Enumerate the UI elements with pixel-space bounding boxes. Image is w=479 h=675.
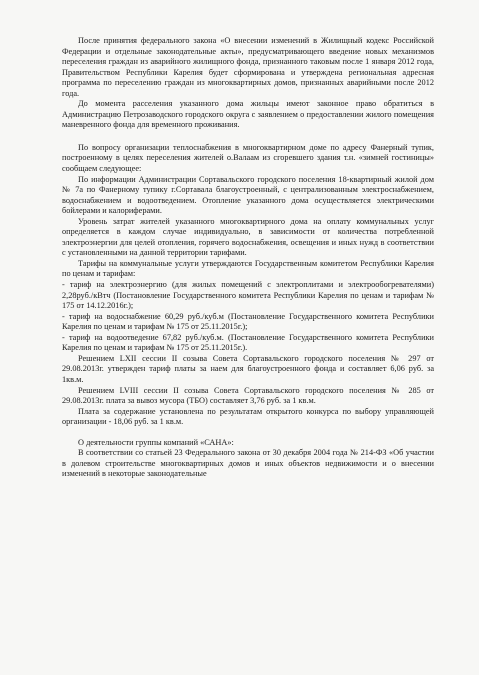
section-gap: [62, 428, 434, 438]
paragraph-federal-law: После принятия федерального закона «О внесении изменений в Жилищный кодекс Российской Федерации и отдельные законодательные акты», предусматривающего введение новых механизмов переселения граждан из аварийного жилищного фонда, признанного таковым после 1 января 2012 года, Правительством Республики Карелия будет сформирована и утверждена региональная адресная программа по переселению граждан из многоквартирных домов, признанных аварийными после 2012 года.: [62, 36, 434, 98]
paragraph-heating-intro: По вопросу организации теплоснабжения в многоквартирном доме по адресу Фанерный тупик, построенному в целях переселения жителей о.Валаам из сгоревшего здания т.н. «зимней гостиницы» сообщаем следующее:: [62, 142, 434, 174]
paragraph-waste-decision: Решением LVIII сессии II созыва Совета Сортавальского городского поселения № 285 от 29.08.2013г. плата за вывоз мусора (ТБО) составляет 3,76 руб. за 1 кв.м.: [62, 385, 434, 406]
tariff-water-supply: - тариф на водоснабжение 60,29 руб./куб.м (Постановление Государственного комитета Республики Карелия по ценам и тарифам № 175 от 25.11.2015г.);: [62, 311, 434, 332]
document-body: [62, 36, 434, 480]
tariff-water-disposal: - тариф на водоотведение 67,82 руб./куб.м. (Постановление Государственного комитета Республики Карелия по ценам и тарифам № 175 от 25.11.2015г.).: [62, 332, 434, 353]
paragraph-federal-law-214: В соответствии со статьей 23 Федерального закона от 30 декабря 2004 года № 214-ФЗ «Об участии в долевом строительстве многоквартирных домов и иных объектов недвижимости и о внесении изменений в некоторые законодательные: [62, 448, 434, 479]
paragraph-rent-decision: Решением LXII сессии II созыва Совета Сортавальского городского поселения № 297 от 29.08.2013г. утвержден тариф платы за наем для благоустроенного фонда и составляет 6,06 руб. за 1кв.м.: [62, 353, 434, 384]
section-gap: [62, 131, 434, 143]
paragraph-administration-info: По информации Администрации Сортавальского городского поселения 18-квартирный жилой дом № 7а по Фанерному тупику г.Сортавала благоустроенный, с централизованным электроснабжением, водоснабжением и водоотведением. Отопление указанного дома осуществляется электрическими бойлерами и калориферами.: [62, 174, 434, 216]
section-heading-sana: О деятельности группы компаний «САНА»:: [78, 437, 234, 447]
tariff-electricity: - тариф на электроэнергию (для жилых помещений с электроплитами и электрообогревателями) 2,28руб./кВтч (Постановление Государственного комитета Республики Карелия по ценам и тарифам № 175 от 14.12.2016г.);: [62, 280, 434, 311]
paragraph-tariffs-intro: Тарифы на коммунальные услуги утверждаются Государственным комитетом Республики Карелия по ценам и тарифам:: [62, 258, 434, 279]
paragraph-temporary-housing: До момента расселения указанного дома жильцы имеют законное право обратиться в Администрацию Петрозаводского городского округа с заявлением о предоставлении жилого помещения маневренного фонда для временного проживания.: [62, 99, 434, 130]
paragraph-utility-costs: Уровень затрат жителей указанного многоквартирного дома на оплату коммунальных услуг определяется в каждом случае индивидуально, в зависимости от количества потребленной электроэнергии для целей отопления, горячего водоснабжения, освещения и иных нужд в соответствии с установленными на данной территории тарифами.: [62, 216, 434, 258]
paragraph-maintenance-fee: Плата за содержание установлена по результатам открытого конкурса по выбору управляющей организации - 18,06 руб. за 1 кв.м.: [62, 406, 434, 427]
